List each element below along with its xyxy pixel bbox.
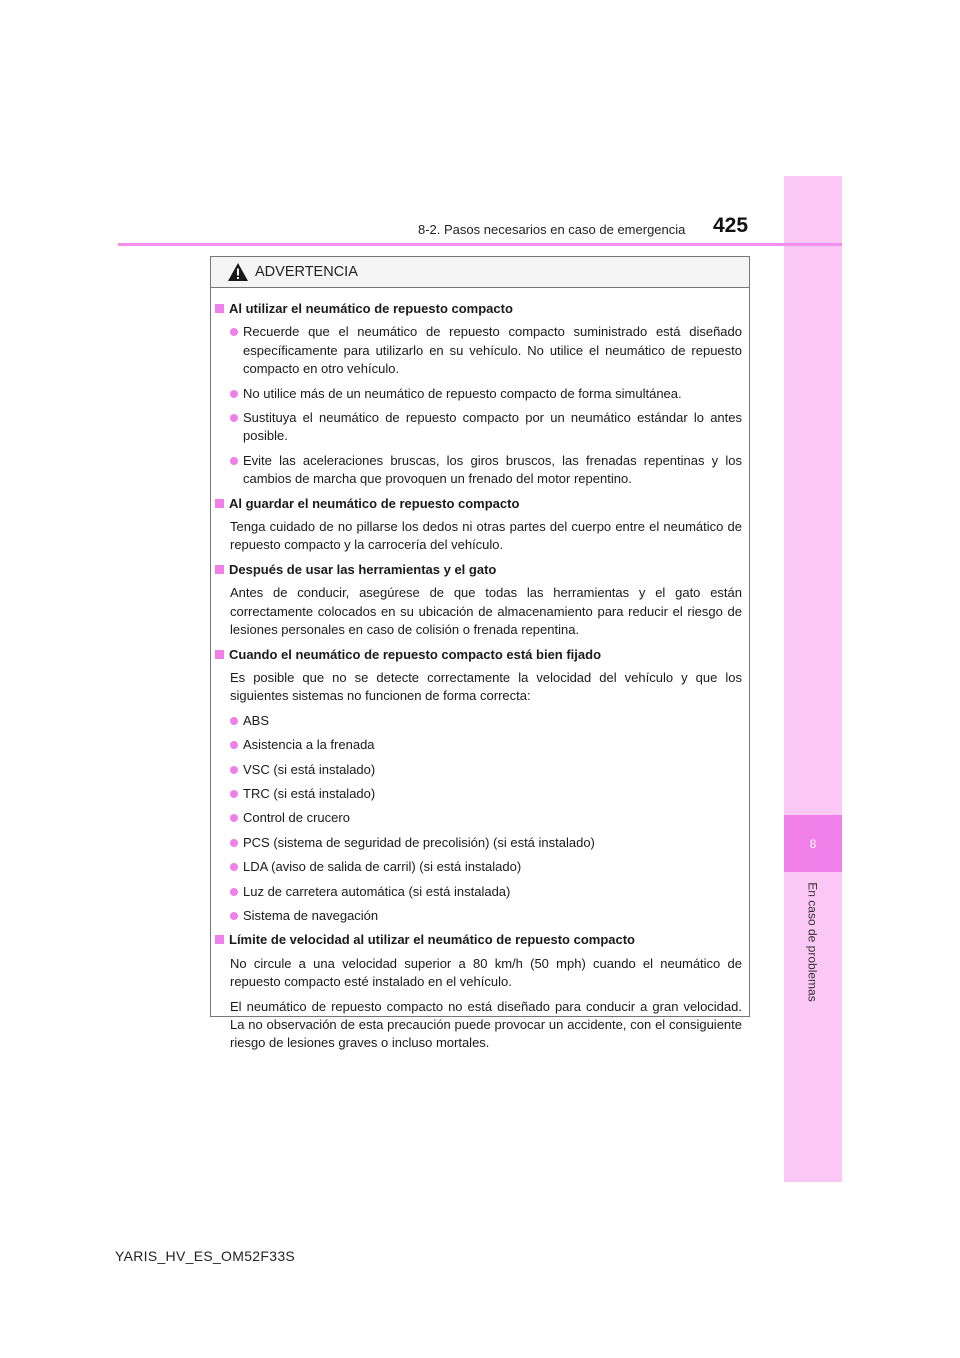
page-number: 425 [713, 214, 749, 237]
dot-bullet-icon [230, 414, 238, 422]
square-bullet-icon [215, 650, 224, 659]
chapter-title-vertical [784, 872, 842, 1012]
dot-bullet-icon [230, 741, 238, 749]
list-item: Sistema de navegación [230, 907, 742, 925]
warning-paragraph: Antes de conducir, asegúrese de que todas las herramientas y el gato están correctamente colocados en su ubicación de almacenamiento para reducir el riesgo de lesiones personales en caso de colisión o frenada repentina. [230, 585, 742, 638]
document-code: YARIS_HV_ES_OM52F33S [115, 1248, 296, 1264]
dot-bullet-icon [230, 390, 238, 398]
chapter-title: En caso de problemas [806, 882, 820, 1002]
list-item: VSC (si está instalado) [230, 761, 742, 779]
list-item: PCS (sistema de seguridad de precolisión) (si está instalado) [230, 834, 742, 852]
section-title: 8-2. Pasos necesarios en caso de emergencia [418, 222, 686, 237]
list-item: Asistencia a la frenada [230, 736, 742, 754]
dot-bullet-icon [230, 457, 238, 465]
chapter-number: 8 [809, 836, 817, 851]
chapter-number-tab[interactable] [784, 815, 842, 872]
dot-bullet-icon [230, 912, 238, 920]
dot-bullet-icon [230, 328, 238, 336]
list-item: ABS [230, 712, 742, 730]
header-rule [118, 243, 842, 246]
warning-paragraph: Es posible que no se detecte correctamente la velocidad del vehículo y que los siguientes sistemas no funcionen de forma correcta: [230, 669, 742, 704]
list-item: Luz de carretera automática (si está instalada) [230, 883, 742, 901]
dot-bullet-icon [230, 717, 238, 725]
square-bullet-icon [215, 499, 224, 508]
warning-section-title: Después de usar las herramientas y el gato [215, 561, 742, 579]
warning-paragraph: No circule a una velocidad superior a 80 km/h (50 mph) cuando el neumático de repuesto compacto esté instalado en el vehículo. [230, 955, 742, 990]
warning-header [211, 257, 749, 288]
square-bullet-icon [215, 565, 224, 574]
dot-bullet-icon [230, 766, 238, 774]
list-item: Sustituya el neumático de repuesto compacto por un neumático estándar lo antes posible. [230, 409, 742, 446]
warning-section-title: Límite de velocidad al utilizar el neumático de repuesto compacto [215, 931, 742, 949]
list-item: TRC (si está instalado) [230, 785, 742, 803]
square-bullet-icon [215, 935, 224, 944]
warning-title: ADVERTENCIA [255, 264, 358, 280]
dot-bullet-icon [230, 863, 238, 871]
dot-bullet-icon [230, 888, 238, 896]
warning-body [211, 288, 749, 1053]
list-item: Control de crucero [230, 809, 742, 827]
chapter-side-strip [784, 176, 842, 1182]
list-item: No utilice más de un neumático de repuesto compacto de forma simultánea. [230, 385, 742, 403]
square-bullet-icon [215, 304, 224, 313]
dot-bullet-icon [230, 790, 238, 798]
warning-paragraph: El neumático de repuesto compacto no está diseñado para conducir a gran velocidad. La no observación de esta precaución puede provocar un accidente, con el consiguiente riesgo de lesiones graves o incluso mortales. [230, 998, 742, 1051]
dot-bullet-icon [230, 814, 238, 822]
warning-section-title: Al utilizar el neumático de repuesto compacto [215, 300, 742, 318]
warning-paragraph: Tenga cuidado de no pillarse los dedos ni otras partes del cuerpo entre el neumático de repuesto compacto y la carrocería del vehículo. [230, 519, 742, 553]
list-item: Recuerde que el neumático de repuesto compacto suministrado está diseñado específicamente para utilizarlo en su vehículo. No utilice el neumático de repuesto compacto en otro vehículo. [230, 323, 742, 378]
list-item: Evite las aceleraciones bruscas, los giros bruscos, las frenadas repentinas y los cambios de marcha que provoquen un frenado del motor repentino. [230, 452, 742, 489]
warning-triangle-icon [227, 262, 249, 282]
dot-bullet-icon [230, 839, 238, 847]
warning-box [210, 256, 750, 1051]
warning-section-title: Cuando el neumático de repuesto compacto está bien fijado [215, 646, 742, 664]
list-item: LDA (aviso de salida de carril) (si está instalado) [230, 858, 742, 876]
warning-section-title: Al guardar el neumático de repuesto compacto [215, 495, 742, 513]
